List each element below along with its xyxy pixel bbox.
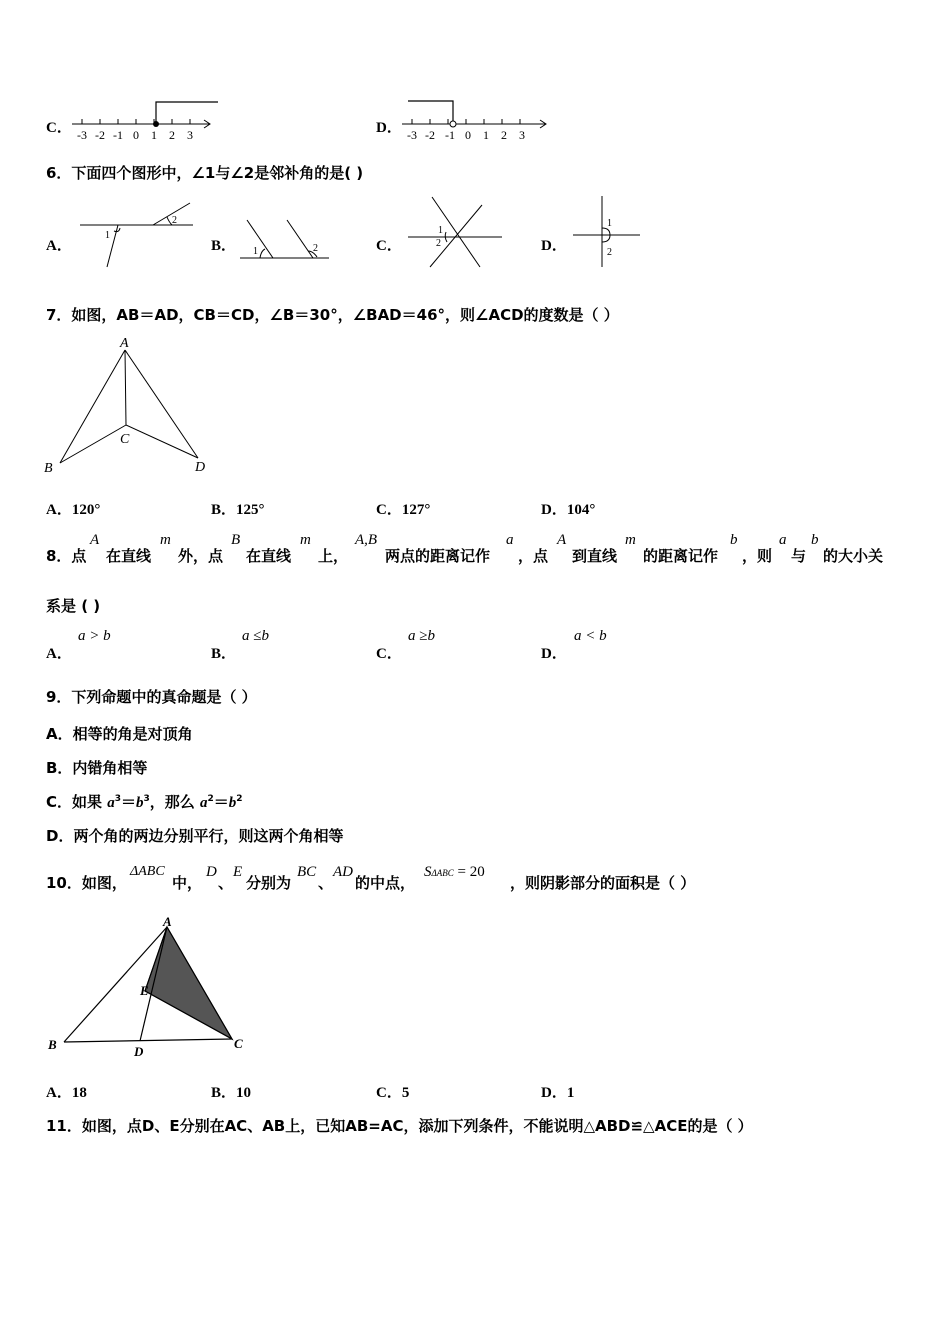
q8-var-a-2: a bbox=[779, 532, 787, 548]
q5c-tick: 0 bbox=[133, 128, 139, 142]
q5d-tick: -2 bbox=[425, 128, 435, 142]
q10-text-3: 分别为 bbox=[246, 874, 292, 892]
q9-option-c bbox=[46, 791, 243, 812]
q10-point-e: E bbox=[140, 983, 149, 998]
q7-point-c: C bbox=[120, 432, 130, 447]
q10-text-4: 的中点， bbox=[355, 874, 416, 892]
q6c-angle-1: 1 bbox=[438, 225, 443, 236]
q10-figure bbox=[42, 915, 257, 1065]
q8-var-a-point: A bbox=[90, 532, 100, 548]
q5-option-c-label: C． bbox=[46, 120, 72, 136]
q7-option-c: C．127° bbox=[376, 502, 431, 518]
q5-option-d-label: D． bbox=[376, 120, 402, 136]
q8-var-m-3: m bbox=[625, 532, 636, 548]
q5c-tick: 3 bbox=[187, 128, 193, 142]
q8-var-m: m bbox=[160, 532, 171, 548]
q6b-angle-1: 1 bbox=[253, 246, 258, 257]
q8-text-10: 与 bbox=[791, 547, 807, 565]
q8-option-d: D． bbox=[541, 646, 567, 662]
q9-option-d: D．两个角的两边分别平行，则这两个角相等 bbox=[46, 827, 344, 845]
q8-text-5: 两点的距离记作 bbox=[385, 547, 491, 565]
q9c-a2: a bbox=[200, 795, 208, 811]
q6-figure-d bbox=[565, 193, 645, 273]
q8-var-ab: A,B bbox=[355, 532, 378, 548]
q8-text-8: 的距离记作 bbox=[643, 547, 719, 565]
q5d-tick: -3 bbox=[407, 128, 417, 142]
q5c-tick: -1 bbox=[113, 128, 123, 142]
q8-var-m-2: m bbox=[300, 532, 311, 548]
q5-number-line-d bbox=[400, 95, 560, 145]
q8-var-a-point-2: A bbox=[557, 532, 567, 548]
q9-stem: 9．下列命题中的真命题是（ ） bbox=[46, 688, 257, 706]
q8-text-3: 外，点 bbox=[178, 547, 224, 565]
q5c-tick: 2 bbox=[169, 128, 175, 142]
q9-option-a: A．相等的角是对顶角 bbox=[46, 725, 193, 743]
q6-figure-c bbox=[400, 195, 510, 270]
q5d-tick: -1 bbox=[445, 128, 455, 142]
q11-stem: 11．如图，点D、E分别在AC、AB上，已知AB=AC，添加下列条件，不能说明△ABD≌△ACE的是（ ） bbox=[46, 1117, 753, 1135]
q6-option-a: A． bbox=[46, 238, 72, 254]
q8-text-11: 的大小关 bbox=[823, 547, 884, 565]
q8-expr-a: a > b bbox=[78, 628, 111, 644]
q8-expr-c: a ≥b bbox=[408, 628, 435, 644]
q10-point-b: B bbox=[48, 1037, 57, 1052]
q10-var-d: D bbox=[206, 864, 217, 880]
q9c-mid: ，那么 bbox=[149, 793, 201, 811]
q6-option-c: C． bbox=[376, 238, 402, 254]
q5c-tick: -3 bbox=[77, 128, 87, 142]
q10-area-s: S bbox=[424, 864, 432, 880]
q10-text-1: 10．如图， bbox=[46, 874, 127, 892]
q8-text-line2: 系是 ( ) bbox=[46, 597, 101, 615]
q6a-angle-2: 2 bbox=[172, 215, 177, 226]
q8-text-6: ，点 bbox=[518, 547, 549, 565]
q5-number-line-c bbox=[70, 95, 230, 145]
q10-point-a: A bbox=[163, 915, 172, 929]
q8-var-b-point: B bbox=[231, 532, 241, 548]
q7-option-a: A．120° bbox=[46, 502, 101, 518]
q7-stem: 7．如图，AB＝AD，CB＝CD，∠B＝30°，∠BAD＝46°，则∠ACD的度数是（ ） bbox=[46, 306, 619, 324]
q7-point-a: A bbox=[120, 336, 129, 351]
q9c-exp: 3 bbox=[114, 794, 121, 804]
q10-option-a: A．18 bbox=[46, 1085, 87, 1101]
q8-expr-b: a ≤b bbox=[242, 628, 269, 644]
q9c-exp2: 2 bbox=[207, 794, 214, 804]
q5d-tick: 0 bbox=[465, 128, 471, 142]
q10-option-d: D．1 bbox=[541, 1085, 575, 1101]
q8-var-a: a bbox=[506, 532, 514, 548]
q10-area-sub: ΔABC bbox=[431, 868, 454, 878]
q5c-tick: -2 bbox=[95, 128, 105, 142]
q10-text-2: 中， bbox=[172, 874, 203, 892]
q6d-angle-2: 2 bbox=[607, 247, 612, 258]
q8-var-b-2: b bbox=[811, 532, 819, 548]
q10-text-5: ，则阴影部分的面积是（ ） bbox=[510, 874, 696, 892]
q10-var-e: E bbox=[233, 864, 243, 880]
q9c-prefix: C．如果 bbox=[46, 793, 108, 811]
q6-figure-b bbox=[235, 210, 335, 265]
q8-option-b: B． bbox=[211, 646, 237, 662]
q9c-eq: ＝ bbox=[121, 793, 137, 811]
q8-option-c: C． bbox=[376, 646, 402, 662]
q9c-a: a bbox=[107, 795, 115, 811]
q8-text-2: 在直线 bbox=[106, 547, 152, 565]
q10-var-ad: AD bbox=[333, 864, 353, 880]
q8-option-a: A． bbox=[46, 646, 72, 662]
q9c-b: b bbox=[136, 795, 144, 811]
q10-triangle: ΔABC bbox=[130, 864, 165, 879]
q10-sep: 、 bbox=[218, 874, 234, 892]
q6-stem: 6．下面四个图形中，∠1与∠2是邻补角的是( ) bbox=[46, 164, 364, 182]
q6-figure-a bbox=[75, 195, 200, 270]
q10-sep-2: 、 bbox=[318, 874, 334, 892]
q8-text-4: 上， bbox=[318, 547, 349, 565]
q8-text-1: 8．点 bbox=[46, 547, 87, 565]
q10-var-bc: BC bbox=[297, 864, 317, 880]
q9c-exp-b: 3 bbox=[143, 794, 150, 804]
q10-option-b: B．10 bbox=[211, 1085, 252, 1101]
q8-text-2b: 在直线 bbox=[246, 547, 292, 565]
q10-area-expr bbox=[424, 864, 485, 881]
q6d-angle-1: 1 bbox=[607, 218, 612, 229]
q8-text-9: ，则 bbox=[742, 547, 773, 565]
q7-option-d: D．104° bbox=[541, 502, 596, 518]
q7-point-d: D bbox=[195, 460, 206, 475]
q9-option-b: B．内错角相等 bbox=[46, 759, 148, 777]
q8-var-b: b bbox=[730, 532, 738, 548]
q8-text-7: 到直线 bbox=[572, 547, 618, 565]
q7-figure bbox=[40, 330, 220, 478]
q9c-exp2-b: 2 bbox=[236, 794, 243, 804]
q7-point-b: B bbox=[44, 461, 53, 476]
q6-option-d: D． bbox=[541, 238, 567, 254]
q9c-b2: b bbox=[228, 795, 237, 811]
q10-point-d: D bbox=[134, 1044, 144, 1059]
q6b-angle-2: 2 bbox=[313, 243, 318, 254]
q10-area-eq: = 20 bbox=[453, 864, 485, 880]
q5c-tick: 1 bbox=[151, 128, 157, 142]
q10-point-c: C bbox=[234, 1036, 243, 1051]
q7-option-b: B．125° bbox=[211, 502, 265, 518]
q6c-angle-2: 2 bbox=[436, 238, 441, 249]
q5d-tick: 1 bbox=[483, 128, 489, 142]
q8-expr-d: a < b bbox=[574, 628, 607, 644]
q6-option-b: B． bbox=[211, 238, 237, 254]
q5d-tick: 3 bbox=[519, 128, 525, 142]
q10-option-c: C．5 bbox=[376, 1085, 410, 1101]
q5d-tick: 2 bbox=[501, 128, 507, 142]
q9c-eq2: ＝ bbox=[213, 793, 229, 811]
q6a-angle-1: 1 bbox=[105, 230, 110, 241]
